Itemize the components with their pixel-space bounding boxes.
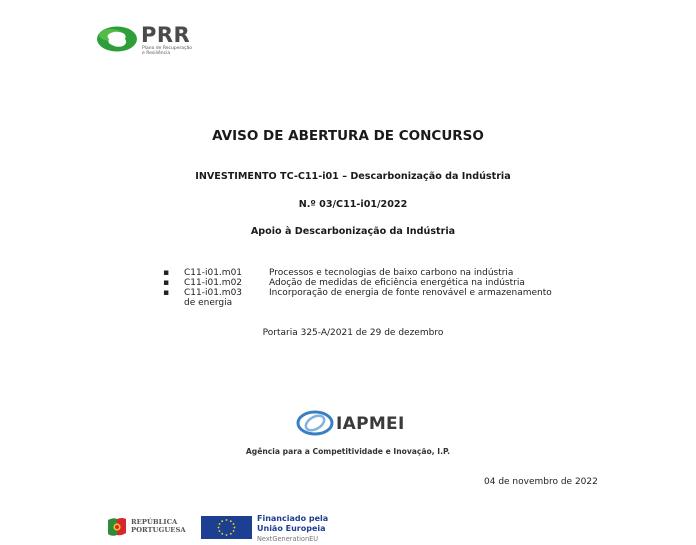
measure-description: Adoção de medidas de eficiência energética na indústria <box>269 278 525 288</box>
list-item <box>163 268 623 278</box>
portugal-flag-icon <box>106 517 128 537</box>
prr-leaf-icon <box>97 26 139 52</box>
agency-name: Agência para a Competitividade e Inovação, I.P. <box>245 447 451 456</box>
bullet-icon: ▪ <box>163 288 170 298</box>
iapmei-logo-text: IAPMEI <box>336 414 405 434</box>
eu-line2: União Europeia <box>257 524 326 533</box>
prr-logo <box>97 24 227 56</box>
eu-line3: NextGenerationEU <box>257 535 319 543</box>
eu-line1: Financiado pela <box>257 514 329 523</box>
republica-line2: PORTUGUESA <box>131 526 186 534</box>
prr-logo-text: PRR <box>141 23 191 47</box>
document-date: 04 de novembro de 2022 <box>484 477 598 487</box>
measure-code: C11-i01.m02 <box>184 278 243 288</box>
republica-portuguesa-text <box>131 518 186 534</box>
measure-description: Processos e tecnologias de baixo carbono na indústria <box>269 268 514 278</box>
measures-list <box>163 268 623 308</box>
measure-description: Incorporação de energia de fonte renovável e armazenamento <box>269 288 552 298</box>
prr-subtitle-line2: e Resiliência <box>142 51 171 56</box>
measure-code: C11-i01.m03 <box>184 288 243 298</box>
iapmei-ring-icon <box>296 410 334 436</box>
bullet-icon: ▪ <box>163 278 170 288</box>
notice-subject: Apoio à Descarbonização da Indústria <box>250 226 456 237</box>
measure-code: C11-i01.m01 <box>184 268 243 278</box>
republica-portuguesa-logo <box>106 516 196 538</box>
prr-subtitle-line1: Plano de Recuperação <box>142 46 193 51</box>
eu-flag-icon <box>201 516 252 539</box>
document-title: AVISO DE ABERTURA DE CONCURSO <box>212 128 484 144</box>
portaria-reference: Portaria 325-A/2021 de 29 de dezembro <box>262 328 444 338</box>
list-item <box>163 278 623 288</box>
republica-line1: REPÚBLICA <box>131 518 178 526</box>
list-item <box>163 288 623 298</box>
measure-description-continuation: de energia <box>184 298 233 308</box>
investment-heading: INVESTIMENTO TC-C11-i01 – Descarbonização da Indústria <box>195 171 511 182</box>
bullet-icon: ▪ <box>163 268 170 278</box>
prr-logo-subtitle <box>142 46 222 56</box>
iapmei-logo <box>296 410 416 438</box>
notice-number: N.º 03/C11-i01/2022 <box>298 199 408 210</box>
eu-funding-text <box>257 514 328 544</box>
